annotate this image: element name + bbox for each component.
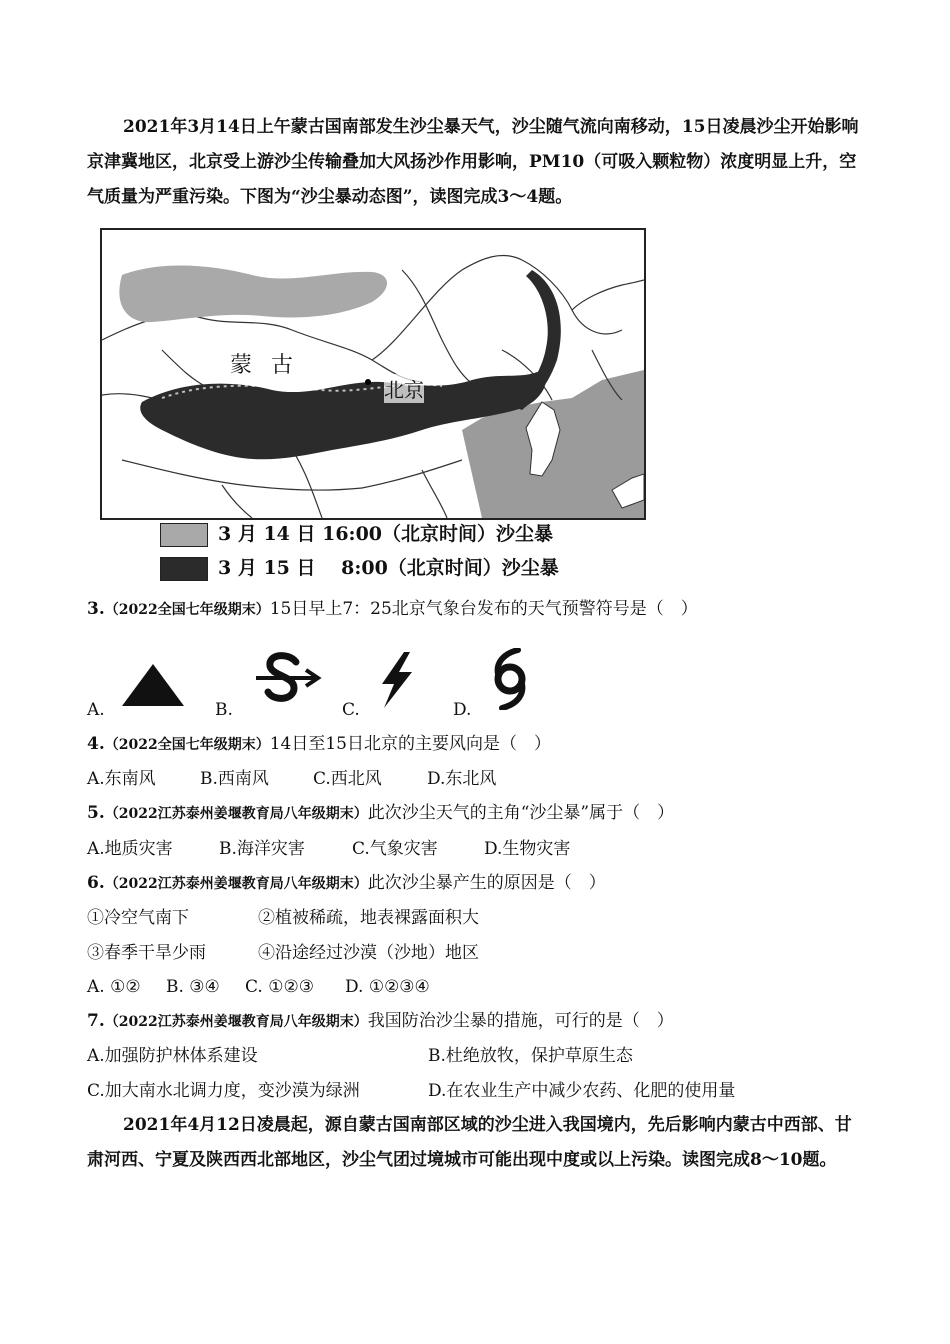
question-text: 我国防治沙尘暴的措施，可行的是（ ） (367, 1011, 674, 1031)
q6-option-c: C. ①②③ (245, 977, 314, 997)
question-5 (87, 801, 674, 826)
q7-option-a: A.加强防护林体系建设 (87, 1046, 258, 1066)
question-text: 15日早上7：25北京气象台发布的天气预警符号是（ ） (269, 599, 698, 619)
intro-paragraph-1: 2021年3月14日上午蒙古国南部发生沙尘暴天气，沙尘随气流向南移动，15日凌晨沙尘开始影响京津冀地区，北京受上游沙尘传输叠加大风扬沙作用影响，PM10（可吸入颗粒物）浓度明显上升，空气质量为严重污染。下图为“沙尘暴动态图”，读图完成3～4题。 (87, 117, 859, 207)
question-number: 3. (87, 599, 105, 619)
q3-option-d-label: D. (453, 700, 472, 720)
legend-text-2: 3 月 15 日 8:00（北京时间）沙尘暴 (218, 557, 559, 579)
legend-item-2 (160, 554, 640, 584)
lightning-icon (374, 650, 418, 710)
triangle-icon (118, 660, 188, 710)
question-text: 此次沙尘天气的主角“沙尘暴”属于（ ） (367, 803, 675, 823)
question-source: （2022江苏泰州姜堰教育局八年级期末） (104, 1014, 368, 1030)
question-text: 此次沙尘暴产生的原因是（ ） (367, 873, 606, 893)
question-source: （2022全国七年级期末） (104, 602, 270, 618)
legend-item-1 (160, 520, 640, 550)
question-7 (87, 1009, 674, 1034)
sandstorm-area-mar14 (119, 266, 387, 323)
question-3 (87, 597, 698, 622)
question-4 (87, 732, 551, 757)
question-source: （2022江苏泰州姜堰教育局八年级期末） (104, 806, 368, 822)
q5-option-b: B.海洋灾害 (219, 839, 305, 859)
map-label-mongolia: 蒙 古 (230, 348, 299, 379)
q3-option-c-label: C. (342, 700, 360, 720)
q4-option-d: D.东北风 (427, 769, 497, 789)
question-text: 14日至15日北京的主要风向是（ ） (269, 734, 551, 754)
q6-item-4: ④沿途经过沙漠（沙地）地区 (258, 943, 479, 963)
question-number: 4. (87, 734, 105, 754)
q7-option-b: B.杜绝放牧，保护草原生态 (428, 1046, 633, 1066)
map-label-beijing: 北京 (384, 374, 424, 403)
question-6 (87, 871, 606, 896)
question-source: （2022江苏泰州姜堰教育局八年级期末） (104, 876, 368, 892)
question-number: 7. (87, 1011, 105, 1031)
q5-option-c: C.气象灾害 (352, 839, 438, 859)
intro-paragraph-2: 2021年4月12日凌晨起，源自蒙古国南部区域的沙尘进入我国境内，先后影响内蒙古中西部、甘肃河西、宁夏及陕西西北部地区，沙尘气团过境城市可能出现中度或以上污染。读图完成8～10题。 (87, 1115, 852, 1170)
typhoon-icon (488, 648, 532, 710)
q6-option-a: A. ①② (87, 977, 141, 997)
beijing-marker (365, 379, 371, 385)
q6-item-1: ①冷空气南下 (87, 908, 189, 928)
q3-option-b-label: B. (215, 700, 233, 720)
q6-item-2: ②植被稀疏，地表裸露面积大 (258, 908, 479, 928)
legend-swatch-dark (160, 557, 208, 581)
q6-item-3: ③春季干旱少雨 (87, 943, 206, 963)
question-number: 5. (87, 803, 105, 823)
sandstorm-map (100, 228, 646, 520)
question-source: （2022全国七年级期末） (104, 737, 270, 753)
q3-option-a-label: A. (87, 700, 105, 720)
q5-option-a: A.地质灾害 (87, 839, 173, 859)
q4-option-a: A.东南风 (87, 769, 156, 789)
question-number: 6. (87, 873, 105, 893)
legend-text-1: 3 月 14 日 16:00（北京时间）沙尘暴 (218, 523, 554, 545)
q6-option-b: B. ③④ (166, 977, 220, 997)
q4-option-c: C.西北风 (313, 769, 382, 789)
map-figure (102, 230, 644, 518)
sandstorm-icon (254, 650, 326, 708)
q6-option-d: D. ①②③④ (345, 977, 430, 997)
q5-option-d: D.生物灾害 (484, 839, 571, 859)
legend-swatch-light (160, 523, 208, 547)
q7-option-c: C.加大南水北调力度，变沙漠为绿洲 (87, 1081, 360, 1101)
q7-option-d: D.在农业生产中减少农药、化肥的使用量 (428, 1081, 736, 1101)
q4-option-b: B.西南风 (200, 769, 269, 789)
